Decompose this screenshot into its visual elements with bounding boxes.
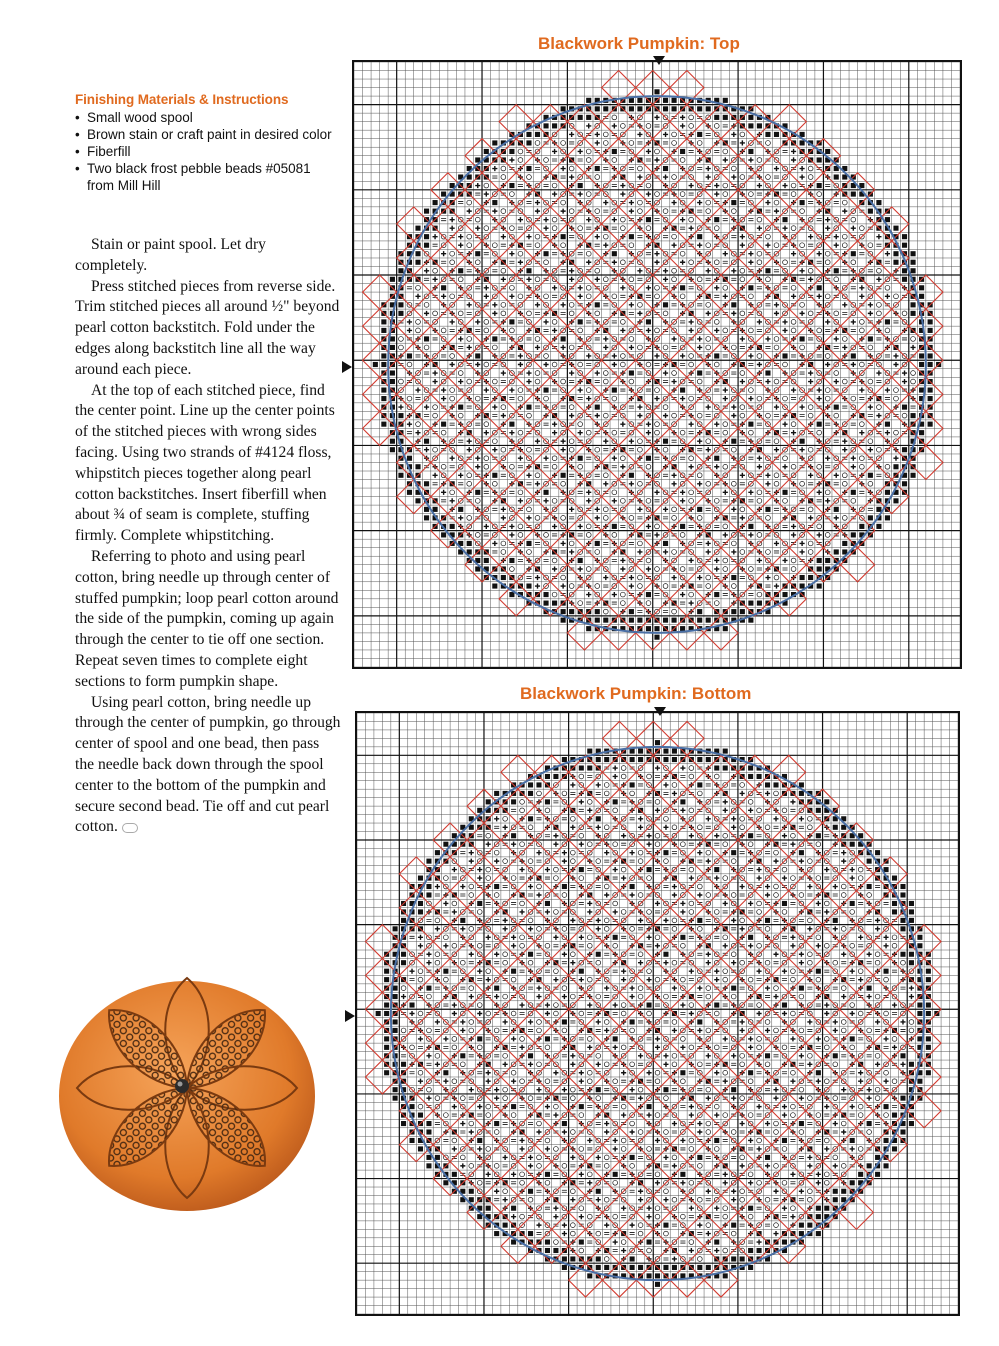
instruction-paragraph: Stain or paint spool. Let dry completely. (75, 236, 266, 274)
instruction-paragraph: At the top of each stitched piece, find the center point. Line up the center points of the stitched pieces with wrong sides facing. Using two strands of #4124 floss, whipstitch pieces together along pearl cotton backstitches. Insert fiberfill when about ¾ of seam is complete, stuffing firmly. Complete whipstitching. (75, 381, 335, 545)
list-item: • Two black frost pebble beads #05081 from Mill Hill (75, 160, 340, 194)
triangle-arrow-icon (341, 359, 353, 375)
finishing-materials (75, 92, 340, 194)
finishing-heading: Finishing Materials & Instructions (75, 92, 289, 107)
chart-grid (354, 62, 960, 667)
list-item: • Small wood spool (75, 109, 340, 126)
chart-top (352, 60, 962, 669)
chart-title-bottom: Blackwork Pumpkin: Bottom (520, 684, 752, 703)
triangle-arrow-icon (652, 705, 668, 717)
materials-list (75, 109, 340, 194)
instruction-paragraph: Using pearl cotton, bring needle up through the center of pumpkin, go through center of spool and one bead, then pass the needle back down through the spool center to the bottom of the pumpkin and secure second bead. Tie off and cut pearl cotton. (75, 693, 341, 836)
swirl-end-icon (122, 823, 138, 833)
chart-title-top: Blackwork Pumpkin: Top (538, 34, 740, 53)
triangle-arrow-icon (344, 1008, 356, 1024)
instruction-paragraph: Referring to photo and using pearl cotton, bring needle up through center of stuffed pumpkin; loop pearl cotton around the side of the pumpkin, coming up again through the center to tie off one section. Repeat seven times to complete eight sections to form pumpkin shape. (75, 547, 339, 690)
list-item: • Brown stain or craft paint in desired color (75, 126, 340, 143)
chart-bottom (355, 711, 960, 1316)
list-item: • Fiberfill (75, 143, 340, 160)
triangle-arrow-icon (651, 54, 667, 66)
pumpkin-photo (52, 953, 322, 1223)
chart-grid (357, 713, 958, 1314)
instruction-paragraph: Press stitched pieces from reverse side. Trim stitched pieces all around ½" beyond pearl cotton backstitch. Fold under the edges along backstitch line all the way around each piece. (75, 277, 340, 378)
instructions-text (75, 235, 341, 838)
